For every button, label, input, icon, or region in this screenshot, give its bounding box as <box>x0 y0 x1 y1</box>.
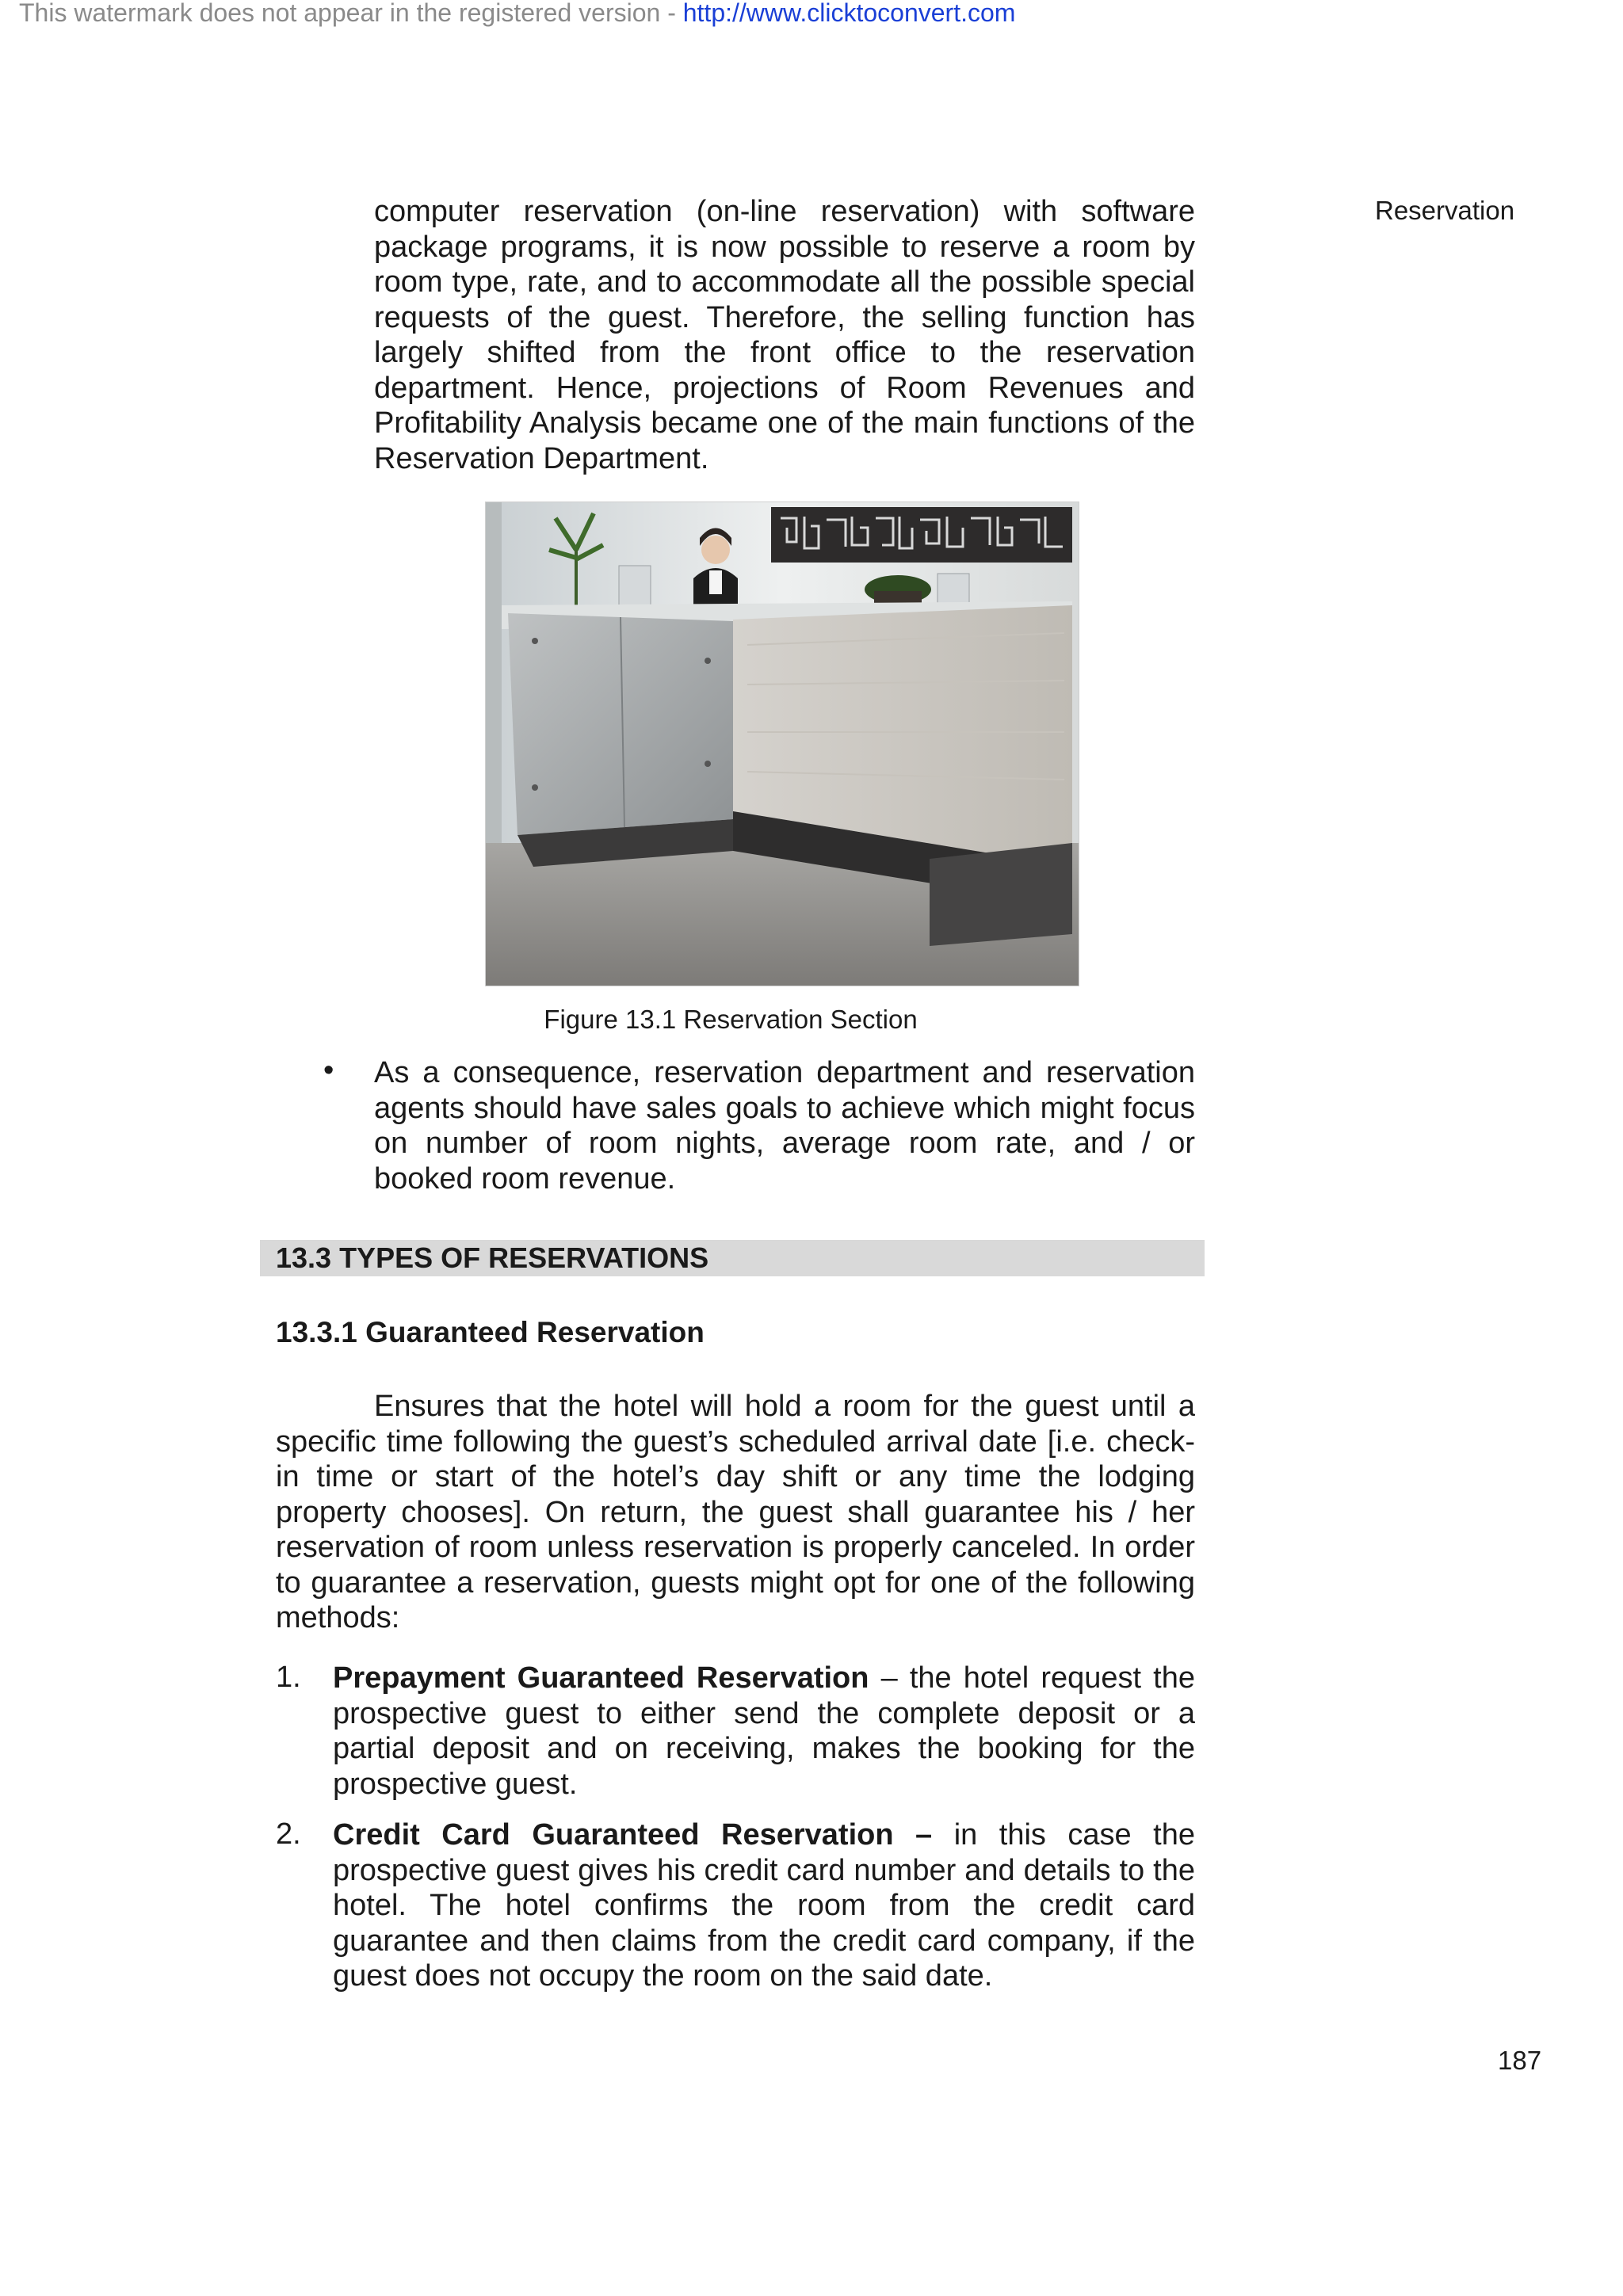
method-1-title: Prepayment Guaranteed Reservation <box>333 1661 869 1695</box>
method-1-text: the hotel request the prospective guest to either send the complete deposit or a partial deposit and on receiving, makes the booking for the prospective guest. <box>333 1661 1196 1801</box>
figure-caption-text: Figure 13.1 Reservation Section <box>544 1005 918 1034</box>
watermark-link[interactable]: http://www.clicktoconvert.com <box>682 0 1016 27</box>
method-2-text: in this case the prospective guest gives his credit card number and details to the hotel. The hotel confirms the room from the credit card guarantee and then claims from the credit card company, if the guest does not occupy the room on the said date. <box>333 1818 1195 1993</box>
bullet-marker: • <box>323 1054 334 1087</box>
intro-paragraph: computer reservation (on-line reservation) with software package programs, it is now possible to reserve a room by room type, rate, and to accommodate all the possible special requests of the guest. Therefore, the selling function has largely shifted from the front office to the reservation department. Hence, projections of Room Revenues and Profitability Analysis became one of the main functions of the Reservation Department. <box>374 195 1195 475</box>
method-1-item <box>333 1661 1195 1802</box>
method-1-number: 1. <box>276 1661 301 1694</box>
method-2-item <box>333 1817 1195 1994</box>
side-running-header: Reservation <box>1375 196 1515 225</box>
watermark-text: This watermark does not appear in the registered version - <box>19 0 683 27</box>
method-1-separator: – <box>869 1661 910 1695</box>
section-heading: 13.3 TYPES OF RESERVATIONS <box>276 1241 709 1274</box>
figure-caption <box>0 1005 1623 1035</box>
reservation-desk-illustration <box>486 502 1079 986</box>
guaranteed-reservation-paragraph <box>276 1389 1195 1636</box>
section-heading-bar <box>260 1240 1205 1276</box>
page-number: 187 <box>1498 2046 1542 2075</box>
watermark-banner <box>19 0 1015 28</box>
bullet-paragraph: As a consequence, reservation department and reservation agents should have sales goals to achieve which might focus on number of room nights, average room rate, and / or booked room revenue. <box>374 1056 1195 1196</box>
reservation-desk-photo <box>485 502 1079 986</box>
method-2-title: Credit Card Guaranteed Reservation – <box>333 1818 933 1852</box>
subsection-heading: 13.3.1 Guaranteed Reservation <box>276 1316 705 1348</box>
method-2-separator <box>932 1818 954 1852</box>
method-2-number: 2. <box>276 1817 301 1851</box>
guaranteed-reservation-text: Ensures that the hotel will hold a room for the guest until a specific time following the guest’s scheduled arrival date [i.e. check-in time or start of the hotel’s day shift or any time the lodging property chooses]. On return, the guest shall guarantee his / her reservation of room unless reservation is properly canceled. In order to guarantee a reservation, guests might opt for one of the following methods: <box>276 1390 1195 1634</box>
